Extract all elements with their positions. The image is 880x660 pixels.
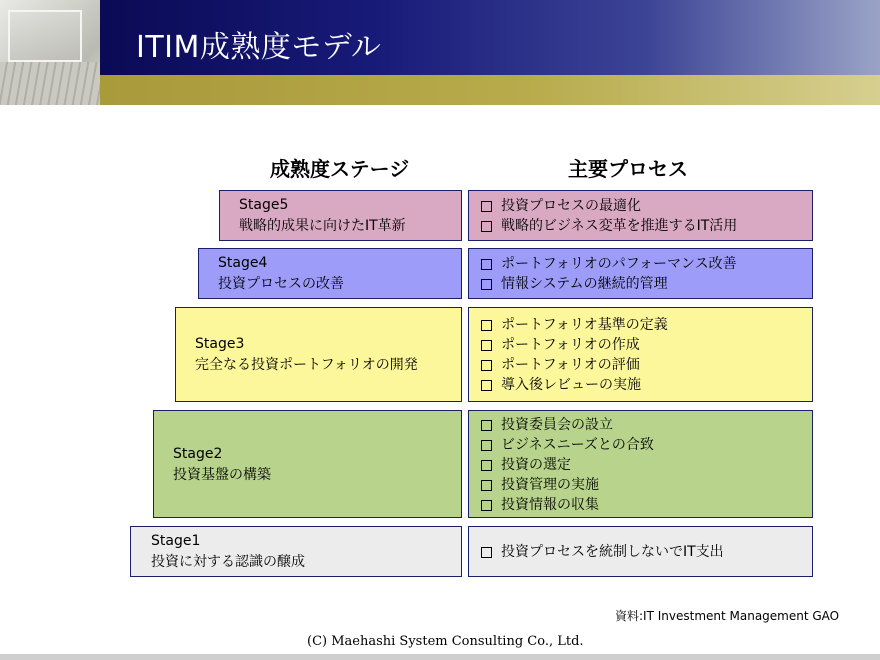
process-text: 投資プロセスを統制しないでIT支出 xyxy=(501,544,724,560)
stage5-process-list xyxy=(481,196,737,236)
stage3-processes xyxy=(468,307,813,402)
stage4-process-list xyxy=(481,254,737,294)
process-item xyxy=(481,495,654,515)
stage3-desc: 完全なる投資ポートフォリオの開発 xyxy=(195,357,418,373)
process-item xyxy=(481,475,654,495)
process-text: ポートフォリオのパフォーマンス改善 xyxy=(501,256,737,272)
process-item xyxy=(481,375,668,395)
checkbox-icon xyxy=(481,460,492,471)
checkbox-icon xyxy=(481,360,492,371)
stage4-label: Stage4 xyxy=(218,255,268,271)
stage5-processes xyxy=(468,190,813,241)
stage2-label: Stage2 xyxy=(173,446,223,462)
process-text: 情報システムの継続的管理 xyxy=(501,276,668,292)
process-text: ポートフォリオの評価 xyxy=(501,357,640,373)
process-item xyxy=(481,216,737,236)
checkbox-icon xyxy=(481,320,492,331)
checkbox-icon xyxy=(481,380,492,391)
keyboard-image xyxy=(0,62,100,105)
checkbox-icon xyxy=(481,500,492,511)
stage1-box xyxy=(130,526,462,577)
header-photo xyxy=(0,0,100,105)
checkbox-icon xyxy=(481,201,492,212)
slide-title: ITIM成熟度モデル xyxy=(136,30,382,65)
process-text: ポートフォリオ基準の定義 xyxy=(501,317,668,333)
process-item xyxy=(481,455,654,475)
stage3-box xyxy=(175,307,462,402)
process-item xyxy=(481,415,654,435)
checkbox-icon xyxy=(481,420,492,431)
checkbox-icon xyxy=(481,340,492,351)
stage4-processes xyxy=(468,248,813,299)
checkbox-icon xyxy=(481,440,492,451)
checkbox-icon xyxy=(481,221,492,232)
title-underline-band xyxy=(100,75,880,105)
process-text: 投資の選定 xyxy=(501,457,571,473)
stage2-process-list xyxy=(481,415,654,515)
stage5-box xyxy=(219,190,462,241)
stage1-processes xyxy=(468,526,813,577)
copyright: (C) Maehashi System Consulting Co., Ltd. xyxy=(307,634,584,649)
process-text: 導入後レビューの実施 xyxy=(501,377,641,393)
checkbox-icon xyxy=(481,259,492,270)
process-text: 投資委員会の設立 xyxy=(501,417,613,433)
process-item xyxy=(481,335,668,355)
process-item xyxy=(481,542,724,562)
checkbox-icon xyxy=(481,480,492,491)
process-item xyxy=(481,435,654,455)
source-note: 資料:IT Investment Management GAO xyxy=(615,609,840,623)
stage4-box xyxy=(198,248,462,299)
stage3-process-list xyxy=(481,315,668,395)
process-text: ポートフォリオの作成 xyxy=(501,337,640,353)
stage2-desc: 投資基盤の構築 xyxy=(173,467,271,483)
stage2-processes xyxy=(468,410,813,518)
process-text: ビジネスニーズとの合致 xyxy=(501,437,654,453)
processes-column-header: 主要プロセス xyxy=(568,157,688,181)
stage1-process-list xyxy=(481,542,724,562)
process-item xyxy=(481,196,737,216)
checkbox-icon xyxy=(481,547,492,558)
process-text: 投資管理の実施 xyxy=(501,477,599,493)
checkbox-icon xyxy=(481,279,492,290)
stages-column-header: 成熟度ステージ xyxy=(270,157,410,181)
stage5-label: Stage5 xyxy=(239,197,289,213)
process-text: 投資プロセスの最適化 xyxy=(501,198,641,214)
stage5-desc: 戦略的成果に向けたIT革新 xyxy=(239,218,406,234)
process-item xyxy=(481,274,737,294)
process-item xyxy=(481,355,668,375)
stage1-desc: 投資に対する認識の醸成 xyxy=(151,554,305,570)
stage3-label: Stage3 xyxy=(195,336,245,352)
stage1-label: Stage1 xyxy=(151,533,201,549)
stage4-desc: 投資プロセスの改善 xyxy=(218,276,344,292)
stage2-box xyxy=(153,410,462,518)
monitor-image xyxy=(8,10,82,62)
process-item xyxy=(481,315,668,335)
footer-rule xyxy=(0,654,880,660)
process-text: 戦略的ビジネス変革を推進するIT活用 xyxy=(501,218,738,234)
process-item xyxy=(481,254,737,274)
process-text: 投資情報の収集 xyxy=(501,497,599,513)
